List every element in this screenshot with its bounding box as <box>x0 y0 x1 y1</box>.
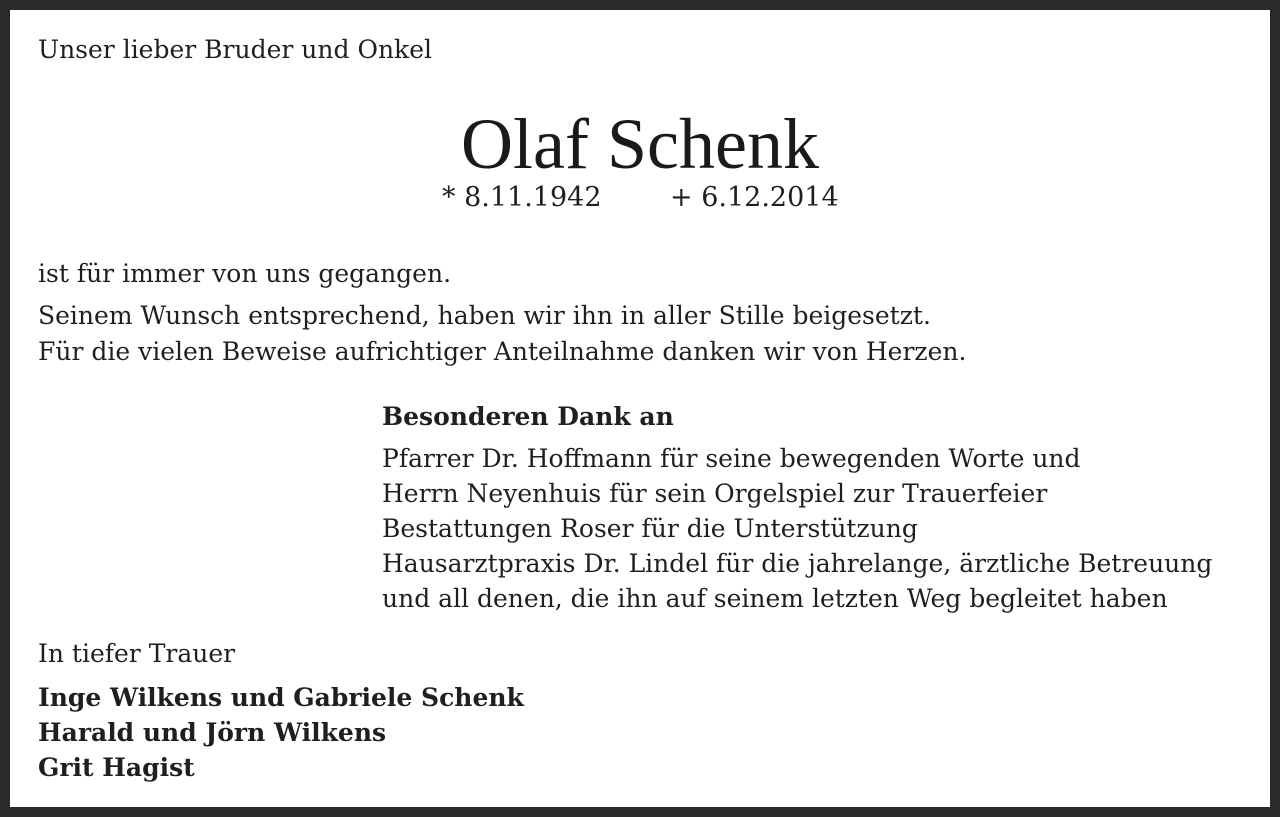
signer-name: Harald und Jörn Wilkens <box>38 718 387 747</box>
thanks-item: und all denen, die ihn auf seinem letzten Weg begleitet haben <box>382 584 1168 613</box>
mourning-line: In tiefer Trauer <box>38 639 236 668</box>
signer-name: Grit Hagist <box>38 753 195 782</box>
intro-line: Unser lieber Bruder und Onkel <box>38 35 432 64</box>
body-line-burial: Seinem Wunsch entsprechend, haben wir ihn in aller Stille beigesetzt. <box>38 301 931 330</box>
body-line-passed: ist für immer von uns gegangen. <box>38 259 452 288</box>
thanks-heading: Besonderen Dank an <box>382 402 674 431</box>
body-line-gratitude: Für die vielen Beweise aufrichtiger Anteilnahme danken wir von Herzen. <box>38 337 967 366</box>
thanks-list <box>382 441 1212 616</box>
thanks-item: Herrn Neyenhuis für sein Orgelspiel zur Trauerfeier <box>382 479 1048 508</box>
death-date: + 6.12.2014 <box>670 182 839 213</box>
signers-list <box>38 680 524 785</box>
signer-name: Inge Wilkens und Gabriele Schenk <box>38 683 524 712</box>
deceased-name: Olaf Schenk <box>461 104 819 184</box>
thanks-item: Hausarztpraxis Dr. Lindel für die jahrelange, ärztliche Betreuung <box>382 549 1213 578</box>
birth-date: * 8.11.1942 <box>442 182 602 213</box>
thanks-item: Pfarrer Dr. Hoffmann für seine bewegenden Worte und <box>382 444 1081 473</box>
thanks-item: Bestattungen Roser für die Unterstützung <box>382 514 918 543</box>
